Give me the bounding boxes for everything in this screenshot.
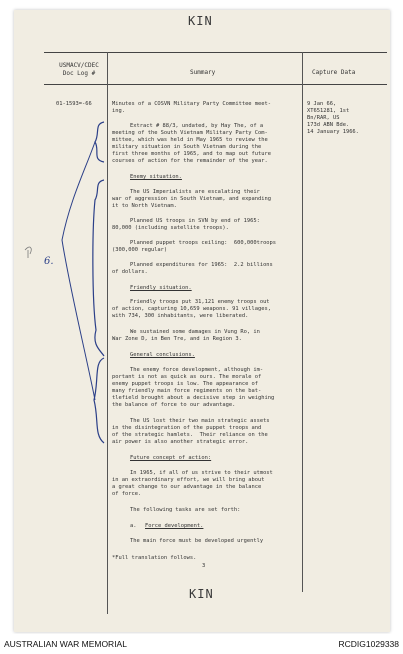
- margin-note: 6.: [44, 256, 54, 267]
- column-header-capture: Capture Data: [312, 69, 356, 76]
- archive-name: AUSTRALIAN WAR MEMORIAL: [4, 639, 127, 649]
- future-paragraph-3: The main force must be developed urgently: [130, 538, 264, 544]
- classification-top: KIN: [188, 14, 213, 28]
- future-paragraph-2: The following tasks are set forth:: [130, 507, 241, 513]
- document-log-number: 01-1593=-66: [56, 101, 92, 107]
- archive-footer: [0, 634, 403, 654]
- heading-general-conclusions: General conclusions.: [130, 352, 195, 358]
- footnote: *Full translation follows.: [112, 555, 197, 561]
- heading-future-concept: Future concept of action:: [130, 455, 212, 461]
- column-header-log: USMACV/CDEC Doc Log #: [59, 62, 99, 77]
- heading-friendly-situation: Friendly situation.: [130, 285, 192, 291]
- archive-id: RCDIG1029338: [338, 639, 399, 649]
- column-header-summary: Summary: [190, 69, 216, 76]
- classification-bottom: KIN: [189, 587, 214, 601]
- page-number: 3: [202, 563, 206, 569]
- heading-enemy-situation: Enemy situation.: [130, 174, 182, 180]
